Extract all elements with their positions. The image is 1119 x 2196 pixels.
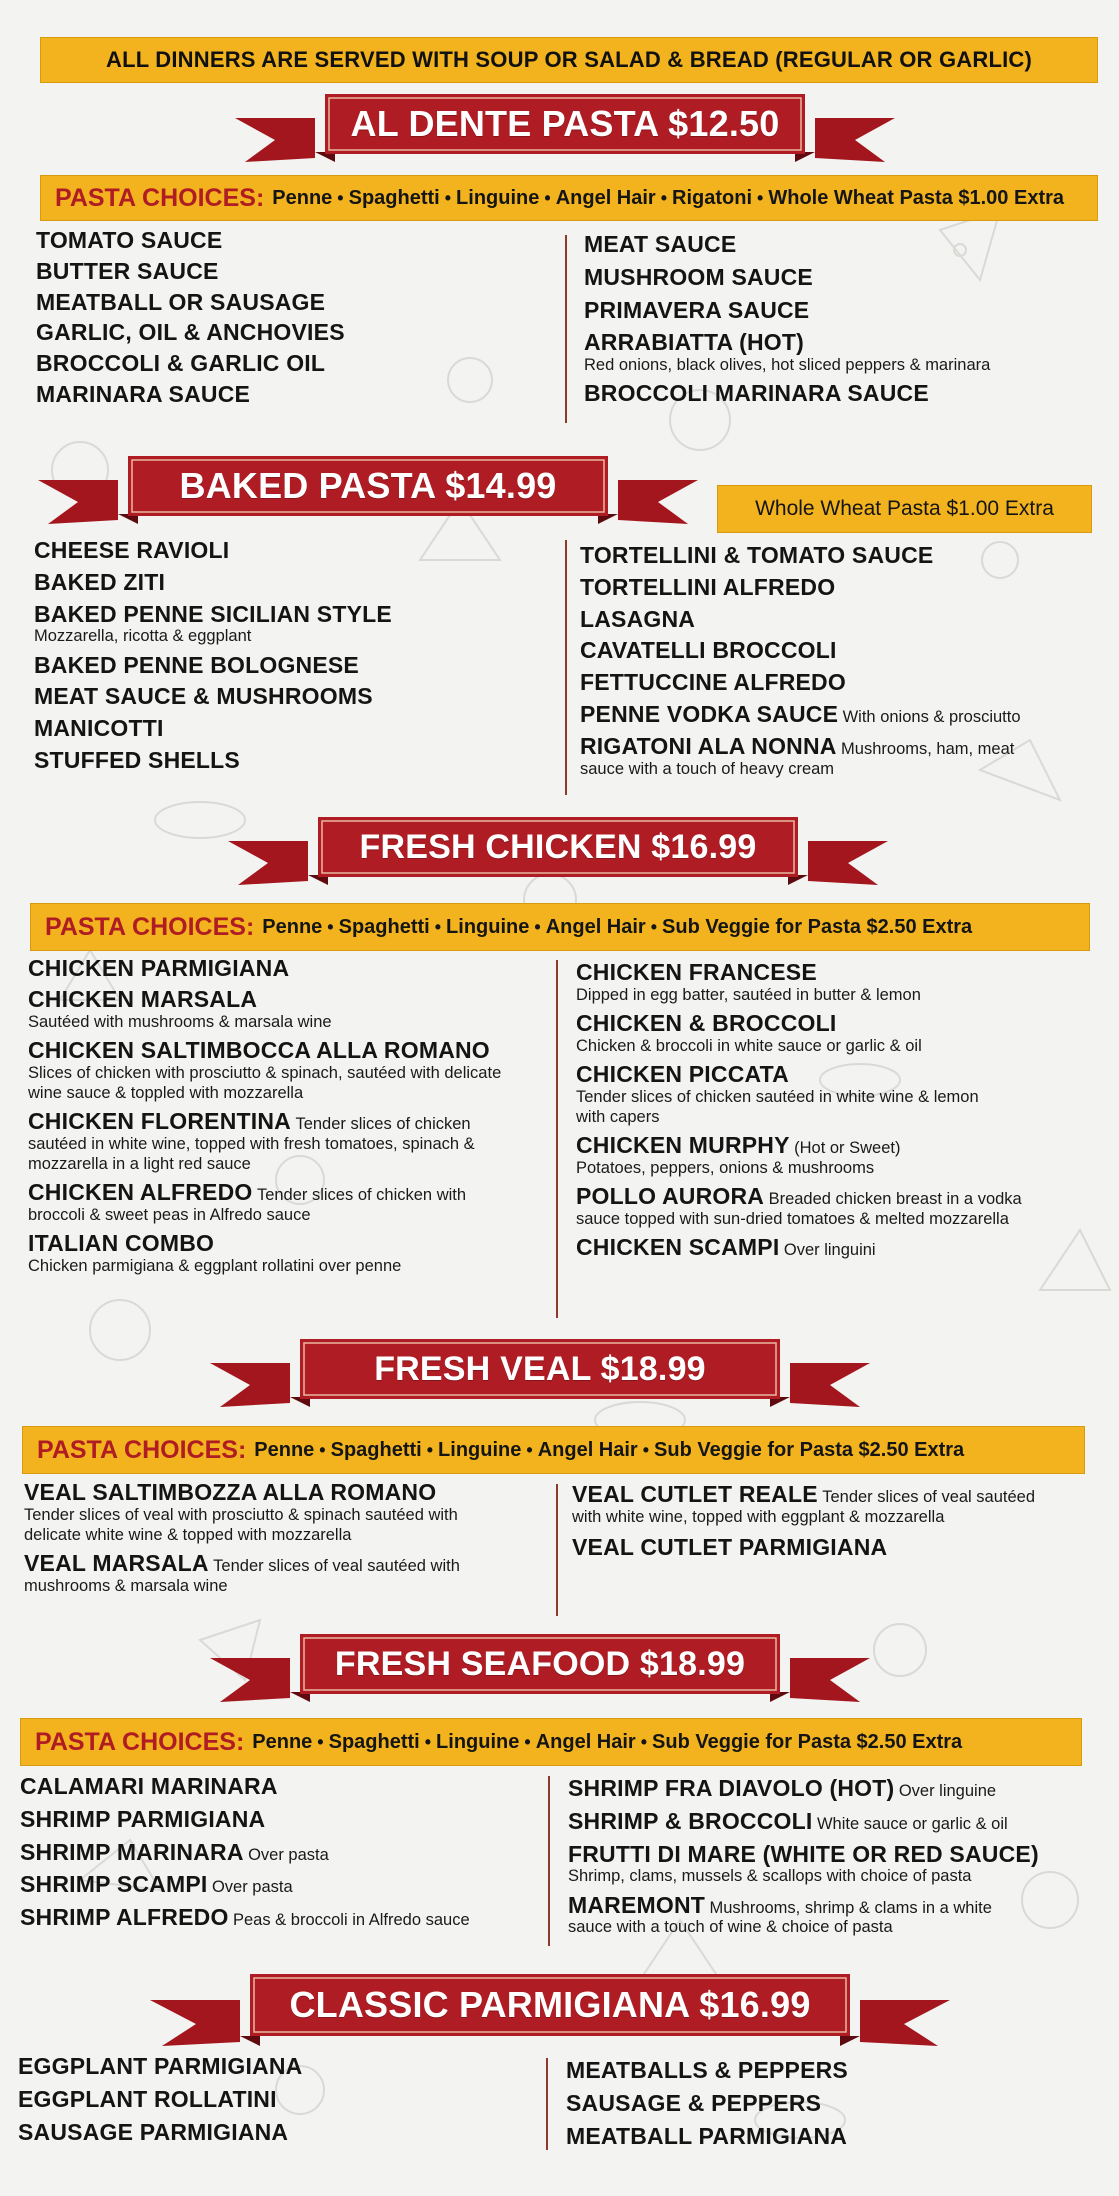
seafood-left-column xyxy=(20,1774,550,1930)
menu-item: CHICKEN FRANCESE Dipped in egg batter, sautéed in butter & lemon xyxy=(576,959,921,1004)
pasta-choices-bar-chicken: PASTA CHOICES: Penne • Spaghetti • Linguine • Angel Hair • Sub Veggie for Pasta $2.50 Extra xyxy=(30,903,1090,951)
parmigiana-left-column xyxy=(18,2054,538,2144)
menu-item: MEATBALL PARMIGIANA xyxy=(566,2122,848,2149)
column-divider xyxy=(548,1776,550,1946)
menu-item: MANICOTTI xyxy=(34,715,164,742)
banner-classic-parmigiana xyxy=(150,1970,950,2054)
menu-item: CHICKEN PICCATA Tender slices of chicken sautéed in white wine & lemon with capers xyxy=(576,1060,979,1126)
menu-item: BAKED PENNE SICILIAN STYLE Mozzarella, ricotta & eggplant xyxy=(34,600,392,646)
menu-item: ARRABIATTA (HOT) Red onions, black olives, hot sliced peppers & marinara xyxy=(584,329,991,375)
menu-item: MEATBALLS & PEPPERS xyxy=(566,2057,848,2083)
menu-item: TORTELLINI & TOMATO SAUCE xyxy=(580,542,934,568)
section-title: FRESH VEAL $18.99 xyxy=(374,1349,706,1388)
menu-item: CHICKEN MARSALA Sautéed with mushrooms & marsala wine xyxy=(28,985,332,1031)
pasta-choices-label: PASTA CHOICES: xyxy=(37,1435,247,1464)
menu-item: CAVATELLI BROCCOLI xyxy=(580,637,837,664)
menu-item: CHICKEN SALTIMBOCCA ALLA ROMANO Slices of chicken with prosciutto & spinach, sautéed with delicate wine sauce & toppled with mozzarella xyxy=(28,1036,502,1102)
menu-item: SHRIMP FRA DIAVOLO (HOT) Over linguine xyxy=(568,1775,997,1801)
menu-item: SHRIMP MARINARA Over pasta xyxy=(20,1838,329,1865)
menu-item: CHICKEN FLORENTINA Tender slices of chicken sautéed in white wine, topped with fresh tomatoes, spinach & mozzarella in a light red sauce xyxy=(28,1107,475,1173)
section-title: CLASSIC PARMIGIANA $16.99 xyxy=(289,1984,811,2025)
section-title: BAKED PASTA $14.99 xyxy=(179,465,557,506)
menu-item: SHRIMP ALFREDO Peas & broccoli in Alfredo sauce xyxy=(20,1904,470,1931)
menu-item: CHICKEN ALFREDO Tender slices of chicken with broccoli & sweet peas in Alfredo sauce xyxy=(28,1178,467,1224)
menu-item: BROCCOLI & GARLIC OIL xyxy=(36,350,326,377)
menu-item: MEAT SAUCE xyxy=(584,231,737,257)
menu-item: EGGPLANT ROLLATINI xyxy=(18,2085,277,2112)
menu-item: FETTUCCINE ALFREDO xyxy=(580,669,846,696)
pasta-choices-label: PASTA CHOICES: xyxy=(35,1727,245,1756)
section-title: FRESH CHICKEN $16.99 xyxy=(359,827,757,866)
menu-item: CHICKEN SCAMPI Over linguini xyxy=(576,1233,876,1260)
banner-fresh-seafood xyxy=(210,1630,870,1710)
parmigiana-right-column xyxy=(566,2058,1086,2148)
menu-item: MARINARA SAUCE xyxy=(36,380,251,407)
pasta-choices-label: PASTA CHOICES: xyxy=(45,912,255,941)
banner-fresh-chicken xyxy=(228,813,888,893)
menu-item: SHRIMP SCAMPI Over pasta xyxy=(20,1871,293,1898)
menu-item: STUFFED SHELLS xyxy=(34,746,240,773)
menu-item: LASAGNA xyxy=(580,605,696,632)
veal-right-column xyxy=(572,1482,1112,1560)
menu-item: VEAL MARSALA Tender slices of veal sautéed with mushrooms & marsala wine xyxy=(24,1550,460,1595)
menu-item: VEAL CUTLET PARMIGIANA xyxy=(572,1533,888,1560)
menu-item: SHRIMP & BROCCOLI White sauce or garlic & oil xyxy=(568,1807,1008,1834)
menu-item: MEAT SAUCE & MUSHROOMS xyxy=(34,683,373,710)
top-notice-bar xyxy=(40,37,1098,83)
menu-item: TORTELLINI ALFREDO xyxy=(580,573,836,600)
menu-item: CHICKEN MURPHY (Hot or Sweet) Potatoes, peppers, onions & mushrooms xyxy=(576,1131,901,1177)
menu-item: CHICKEN PARMIGIANA xyxy=(28,955,290,981)
menu-item: VEAL SALTIMBOZZA ALLA ROMANO Tender slices of veal with prosciutto & spinach sautéed with delicate white wine & topped with mozzarella xyxy=(24,1479,458,1544)
section-title: AL DENTE PASTA $12.50 xyxy=(350,103,780,144)
section-title: FRESH SEAFOOD $18.99 xyxy=(334,1644,746,1683)
menu-item: POLLO AURORA Breaded chicken breast in a vodka sauce topped with sun-dried tomatoes & melted mozzarella xyxy=(576,1182,1022,1228)
column-divider xyxy=(565,540,567,795)
seafood-right-column xyxy=(568,1776,1113,1937)
menu-item: CALAMARI MARINARA xyxy=(20,1773,278,1799)
menu-item: BAKED PENNE BOLOGNESE xyxy=(34,651,359,678)
pasta-choices-bar-veal: PASTA CHOICES: Penne • Spaghetti • Linguine • Angel Hair • Sub Veggie for Pasta $2.50 Extra xyxy=(22,1426,1085,1474)
menu-item: BAKED ZITI xyxy=(34,568,166,595)
menu-item: SAUSAGE PARMIGIANA xyxy=(18,2118,289,2145)
pasta-choices-bar-al-dente: PASTA CHOICES: Penne • Spaghetti • Linguine • Angel Hair • Rigatoni • Whole Wheat Pasta $1.00 Extra xyxy=(40,175,1098,221)
menu-item: VEAL CUTLET REALE Tender slices of veal sautéed with white wine, topped with eggplant & mozzarella xyxy=(572,1481,1036,1526)
menu-item: CHEESE RAVIOLI xyxy=(34,537,230,563)
al-dente-left-column xyxy=(36,228,556,407)
pasta-choices-bar-seafood: PASTA CHOICES: Penne • Spaghetti • Linguine • Angel Hair • Sub Veggie for Pasta $2.50 Extra xyxy=(20,1718,1082,1766)
column-divider xyxy=(565,235,567,423)
al-dente-right-column xyxy=(584,232,1104,406)
chicken-left-column xyxy=(28,956,558,1276)
top-notice-text: ALL DINNERS ARE SERVED WITH SOUP OR SALAD & BREAD (REGULAR OR GARLIC) xyxy=(105,47,1033,72)
menu-item: BROCCOLI MARINARA SAUCE xyxy=(584,380,929,407)
menu-item: MEATBALL OR SAUSAGE xyxy=(36,288,326,315)
menu-item: MUSHROOM SAUCE xyxy=(584,263,813,290)
chicken-right-column xyxy=(576,960,1106,1260)
column-divider xyxy=(556,960,558,1318)
menu-item: TOMATO SAUCE xyxy=(36,227,223,253)
banner-baked-pasta xyxy=(38,452,698,532)
menu-item: EGGPLANT PARMIGIANA xyxy=(18,2053,303,2079)
menu-item: BUTTER SAUCE xyxy=(36,257,219,284)
menu-item: GARLIC, OIL & ANCHOVIES xyxy=(36,319,345,346)
veal-left-column xyxy=(24,1480,554,1596)
menu-item: CHICKEN & BROCCOLI Chicken & broccoli in white sauce or garlic & oil xyxy=(576,1009,922,1055)
menu-item: SHRIMP PARMIGIANA xyxy=(20,1805,266,1832)
menu-item: PENNE VODKA SAUCE With onions & prosciutto xyxy=(580,700,1021,727)
baked-left-column xyxy=(34,538,574,773)
column-divider xyxy=(546,2058,548,2150)
whole-wheat-note: Whole Wheat Pasta $1.00 Extra xyxy=(717,485,1092,533)
menu-item: RIGATONI ALA NONNA Mushrooms, ham, meat sauce with a touch of heavy cream xyxy=(580,732,1015,778)
menu-item: FRUTTI DI MARE (WHITE OR RED SAUCE) Shrimp, clams, mussels & scallops with choice of pasta xyxy=(568,1840,1039,1886)
menu-item: ITALIAN COMBO Chicken parmigiana & eggplant rollatini over penne xyxy=(28,1229,402,1275)
pasta-choices-label: PASTA CHOICES: xyxy=(55,183,265,212)
menu-item: SAUSAGE & PEPPERS xyxy=(566,2089,822,2116)
banner-fresh-veal xyxy=(210,1335,870,1415)
banner-al-dente xyxy=(235,90,895,170)
menu-item: PRIMAVERA SAUCE xyxy=(584,296,810,323)
baked-right-column xyxy=(580,543,1105,779)
menu-item: MAREMONT Mushrooms, shrimp & clams in a white sauce with a touch of wine & choice of pasta xyxy=(568,1891,992,1937)
column-divider xyxy=(556,1484,558,1616)
